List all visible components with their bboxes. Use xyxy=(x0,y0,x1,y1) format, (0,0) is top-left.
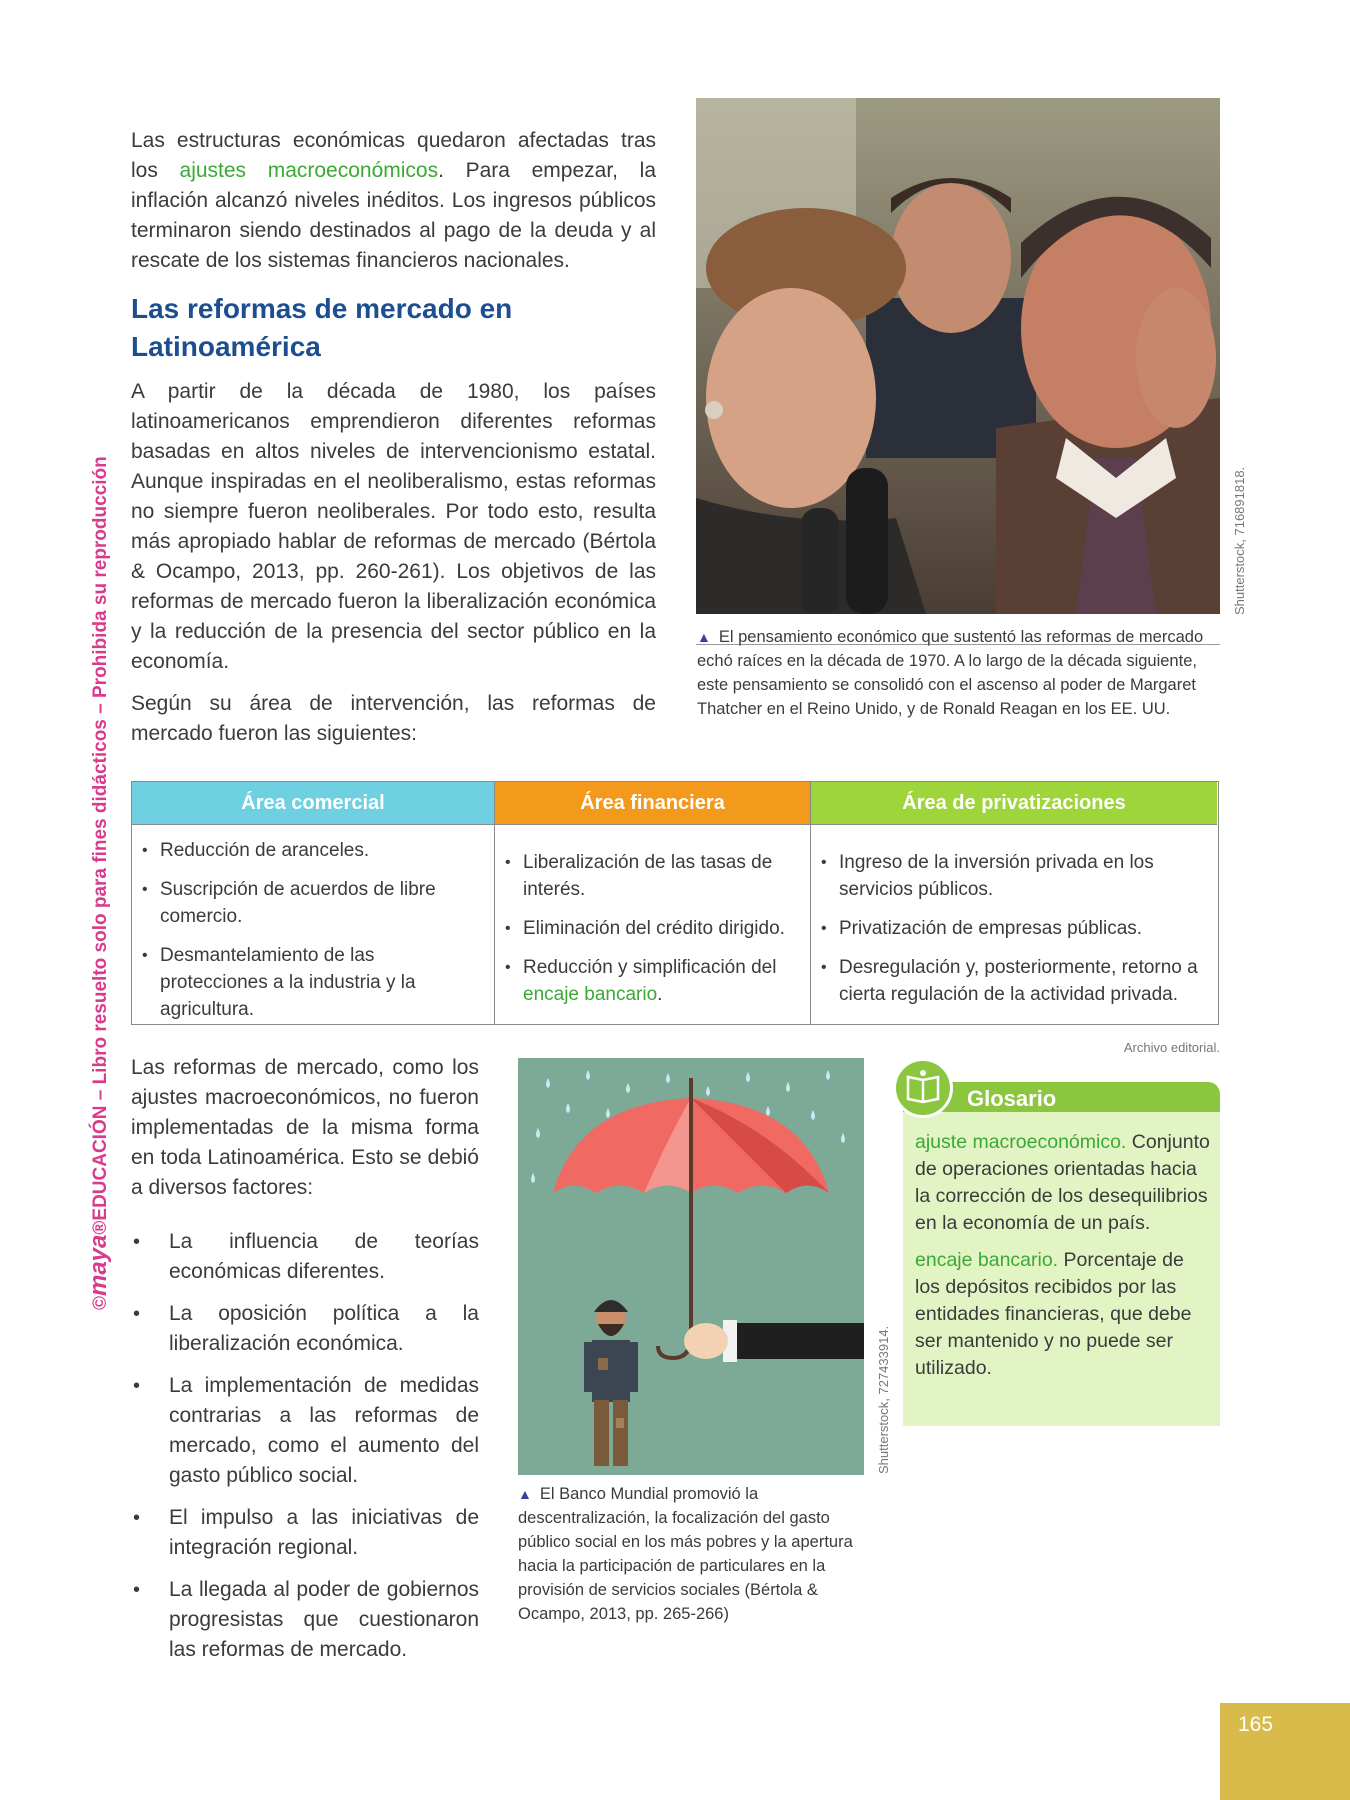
glossary-entry xyxy=(915,1129,1212,1237)
list-item: • Reducción de aranceles. xyxy=(160,837,486,864)
photo1-credit: Shutterstock, 716891818. xyxy=(1232,466,1247,615)
intro-text-end: . Para empezar, la inflación alcanzó niveles inéditos. Los ingresos públicos terminaron siendo destinados al pago de la deuda y al rescate de los sistemas financieros nacionales. xyxy=(131,159,656,272)
glossary-definition: Porcentaje de los depósitos recibidos por las entidades financieras, que debe ser mantenido y no puede ser utilizado. xyxy=(915,1249,1192,1379)
list-item: • Ingreso de la inversión privada en los servicios públicos. xyxy=(839,849,1209,903)
list-item xyxy=(523,954,802,1008)
page-number: 165 xyxy=(1238,1713,1274,1736)
header-comercial: Área comercial xyxy=(132,782,494,825)
list-item: • Suscripción de acuerdos de libre comercio. xyxy=(160,876,486,930)
list-item: • El impulso a las iniciativas de integración regional. xyxy=(131,1503,479,1563)
list-item: • La implementación de medidas contrarias a las reformas de mercado, como el aumento del gasto público social. xyxy=(131,1371,479,1491)
header-privatizaciones: Área de privatizaciones xyxy=(811,782,1217,825)
list-item: • Eliminación del crédito dirigido. xyxy=(523,915,802,942)
intro-glossary-term[interactable]: ajustes macroeconómicos xyxy=(179,159,439,182)
glossary-content xyxy=(915,1129,1212,1392)
glossary-entry xyxy=(915,1247,1212,1382)
photo2-caption xyxy=(518,1482,868,1626)
list-financiera xyxy=(495,825,810,1008)
list-item: • Desregulación y, posteriormente, retorno a cierta regulación de la actividad privada. xyxy=(839,954,1209,1008)
glossary-term: ajuste macroeconómico. xyxy=(915,1131,1127,1153)
paragraph-areas-intro: Según su área de intervención, las reformas de mercado fueron las siguientes: xyxy=(131,692,656,745)
factors-list xyxy=(131,1227,479,1677)
list-item-text: . xyxy=(657,984,663,1005)
table-credit: Archivo editorial. xyxy=(1123,1040,1220,1055)
glossary-book-icon-graphic xyxy=(896,1061,950,1115)
triangle-marker-icon: ▲ xyxy=(518,1486,532,1502)
list-item: • Liberalización de las tasas de interés. xyxy=(523,849,802,903)
photo1-caption xyxy=(697,625,1221,721)
list-item-text: Reducción y simplificación del xyxy=(523,957,777,978)
photo-thatcher-reagan-illustration xyxy=(696,98,1220,614)
paragraph-reforms: A partir de la década de 1980, los países latinoamericanos emprendieron diferentes reformas basadas en altos niveles de intervencionismo estatal. Aunque inspiradas en el neoliberalismo, estas reformas no siempre fueron neoliberales. Por todo esto, resulta más apropiado hablar de reformas de mercado (Bértola & Ocampo, 2013, pp. 260-261). Los objetivos de las reformas de mercado fueron la liberalización económica y la reducción de la presencia del sector público en la economía. xyxy=(131,380,656,673)
list-item: • La influencia de teorías económicas diferentes. xyxy=(131,1227,479,1287)
umbrella-illustration-graphic xyxy=(518,1058,864,1475)
list-comercial xyxy=(132,825,494,1023)
glossary-term-link[interactable]: encaje bancario xyxy=(523,984,658,1005)
reforms-table xyxy=(131,781,1219,1025)
copyright-sidebar xyxy=(85,456,113,1310)
copyright-symbol: © xyxy=(90,1296,111,1310)
section-heading: Las reformas de mercado en Latinoamérica xyxy=(131,293,513,362)
glossary-book-icon xyxy=(893,1058,953,1118)
photo-thatcher-reagan xyxy=(696,98,1220,614)
list-item: • La llegada al poder de gobiernos progresistas que cuestionaron las reformas de mercado. xyxy=(131,1575,479,1665)
photo2-caption-text: El Banco Mundial promovió la descentralización, la focalización del gasto público social en los más pobres y la apertura hacia la participación de particulares en la provisión de servicios sociales (Bértola & Ocampo, 2013, pp. 265-266) xyxy=(518,1485,853,1623)
copyright-text: EDUCACIÓN – Libro resuelto solo para fines didácticos – Prohibida su reproducción xyxy=(90,456,111,1221)
photo1-caption-text: El pensamiento económico que sustentó las reformas de mercado echó raíces en la década de 1970. A lo largo de la década siguiente, este pensamiento se consolidó con el ascenso al poder de Margaret Thatcher en el Reino Unido, y de Ronald Reagan en los EE. UU. xyxy=(697,628,1204,718)
list-item: • La oposición política a la liberalización económica. xyxy=(131,1299,479,1359)
page-number-tab xyxy=(1220,1703,1350,1800)
registered-mark: ® xyxy=(90,1220,111,1235)
paragraph-factors-intro: Las reformas de mercado, como los ajustes macroeconómicos, no fueron implementadas de la misma forma en toda Latinoamérica. Esto se debió a diversos factores: xyxy=(131,1056,479,1199)
column-comercial xyxy=(132,782,495,1024)
list-item: • Privatización de empresas públicas. xyxy=(839,915,1209,942)
list-privatizaciones xyxy=(811,825,1217,1008)
photo2-credit: Shutterstock, 727433914. xyxy=(876,1325,891,1474)
list-item: • Desmantelamiento de las protecciones a la industria y la agricultura. xyxy=(160,942,486,1023)
brand-logo-text: maya xyxy=(85,1234,112,1296)
column-privatizaciones xyxy=(811,782,1217,1024)
intro-paragraph xyxy=(131,126,656,276)
glossary-title: Glosario xyxy=(967,1086,1057,1111)
glossary-term: encaje bancario. xyxy=(915,1249,1059,1271)
umbrella-illustration xyxy=(518,1058,864,1475)
glossary-definition: Conjunto de operaciones orientadas hacia la corrección de los desequilibrios en la economía de un país. xyxy=(915,1131,1210,1234)
intro-text-start: Las estructuras económicas quedaron afectadas tras los xyxy=(131,129,656,182)
column-financiera xyxy=(495,782,811,1024)
triangle-marker-icon: ▲ xyxy=(697,629,711,645)
header-financiera: Área financiera xyxy=(495,782,810,825)
